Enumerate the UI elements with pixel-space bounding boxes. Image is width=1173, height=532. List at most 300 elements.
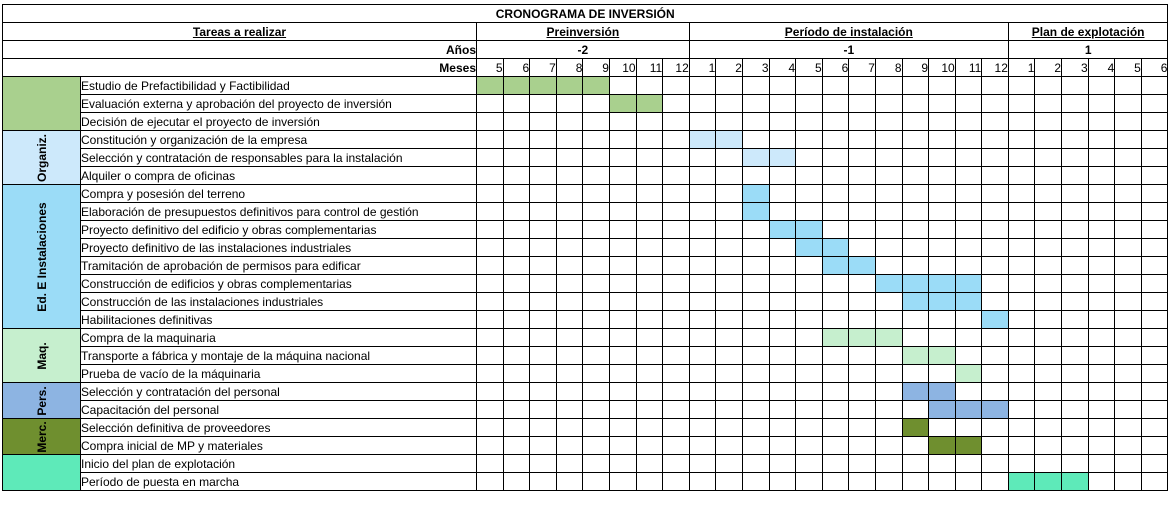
- schedule-cell: [609, 131, 636, 149]
- schedule-cell: [929, 149, 956, 167]
- schedule-cell: [955, 77, 982, 95]
- schedule-cell: [583, 347, 610, 365]
- schedule-cell: [955, 383, 982, 401]
- schedule-cell: [955, 257, 982, 275]
- schedule-cell: [1115, 77, 1142, 95]
- schedule-cell: [609, 149, 636, 167]
- schedule-cell: [982, 95, 1009, 113]
- schedule-bar-cell: [583, 77, 610, 95]
- schedule-cell: [796, 149, 823, 167]
- schedule-cell: [583, 401, 610, 419]
- schedule-cell: [769, 275, 796, 293]
- schedule-cell: [477, 203, 504, 221]
- schedule-cell: [689, 347, 716, 365]
- schedule-cell: [982, 221, 1009, 239]
- schedule-cell: [477, 293, 504, 311]
- schedule-cell: [1141, 437, 1168, 455]
- schedule-bar-cell: [477, 77, 504, 95]
- schedule-cell: [689, 167, 716, 185]
- schedule-bar-cell: [849, 257, 876, 275]
- schedule-cell: [929, 311, 956, 329]
- schedule-cell: [822, 203, 849, 221]
- schedule-cell: [902, 203, 929, 221]
- schedule-cell: [822, 149, 849, 167]
- schedule-cell: [1062, 437, 1089, 455]
- schedule-cell: [849, 437, 876, 455]
- month-header: 10: [609, 59, 636, 77]
- schedule-cell: [716, 329, 743, 347]
- schedule-cell: [1062, 149, 1089, 167]
- schedule-cell: [902, 149, 929, 167]
- task-name: Estudio de Prefactibilidad y Factibilidad: [81, 77, 477, 95]
- schedule-cell: [689, 437, 716, 455]
- schedule-cell: [929, 95, 956, 113]
- schedule-cell: [636, 149, 663, 167]
- period-header-row: [3, 23, 1168, 41]
- schedule-cell: [769, 437, 796, 455]
- schedule-cell: [1115, 239, 1142, 257]
- schedule-cell: [955, 221, 982, 239]
- month-header: 11: [636, 59, 663, 77]
- schedule-cell: [530, 311, 557, 329]
- schedule-cell: [902, 455, 929, 473]
- schedule-cell: [902, 437, 929, 455]
- schedule-cell: [1035, 365, 1062, 383]
- schedule-cell: [875, 203, 902, 221]
- schedule-cell: [1035, 185, 1062, 203]
- schedule-cell: [530, 185, 557, 203]
- schedule-cell: [477, 185, 504, 203]
- schedule-cell: [1141, 473, 1168, 491]
- schedule-cell: [982, 293, 1009, 311]
- schedule-cell: [796, 455, 823, 473]
- month-header: 5: [1115, 59, 1142, 77]
- schedule-cell: [1115, 473, 1142, 491]
- schedule-cell: [769, 419, 796, 437]
- schedule-cell: [716, 257, 743, 275]
- schedule-cell: [875, 293, 902, 311]
- schedule-cell: [849, 185, 876, 203]
- schedule-cell: [503, 257, 530, 275]
- schedule-cell: [982, 257, 1009, 275]
- schedule-cell: [929, 77, 956, 95]
- month-header: 5: [477, 59, 504, 77]
- schedule-cell: [556, 437, 583, 455]
- schedule-cell: [875, 167, 902, 185]
- schedule-cell: [477, 437, 504, 455]
- schedule-cell: [1088, 131, 1115, 149]
- schedule-cell: [1008, 401, 1035, 419]
- schedule-cell: [689, 149, 716, 167]
- month-header: 4: [769, 59, 796, 77]
- schedule-cell: [769, 293, 796, 311]
- schedule-cell: [1062, 365, 1089, 383]
- schedule-cell: [982, 455, 1009, 473]
- schedule-cell: [689, 113, 716, 131]
- schedule-cell: [1088, 275, 1115, 293]
- category-label: Pers.: [34, 385, 49, 416]
- schedule-cell: [1115, 221, 1142, 239]
- schedule-cell: [902, 239, 929, 257]
- schedule-cell: [716, 77, 743, 95]
- schedule-cell: [875, 257, 902, 275]
- schedule-cell: [503, 383, 530, 401]
- schedule-cell: [1062, 419, 1089, 437]
- schedule-cell: [503, 149, 530, 167]
- schedule-bar-cell: [716, 131, 743, 149]
- schedule-cell: [822, 185, 849, 203]
- schedule-cell: [982, 347, 1009, 365]
- schedule-cell: [1008, 95, 1035, 113]
- schedule-cell: [982, 131, 1009, 149]
- task-name: Selección y contratación de responsables para la instalación: [81, 149, 477, 167]
- schedule-cell: [716, 95, 743, 113]
- schedule-cell: [636, 221, 663, 239]
- task-row: [3, 167, 1168, 185]
- schedule-cell: [1088, 401, 1115, 419]
- schedule-cell: [609, 275, 636, 293]
- schedule-cell: [1088, 293, 1115, 311]
- schedule-cell: [530, 347, 557, 365]
- schedule-cell: [689, 293, 716, 311]
- month-header: 9: [902, 59, 929, 77]
- schedule-cell: [849, 293, 876, 311]
- schedule-cell: [583, 167, 610, 185]
- task-name: Alquiler o compra de oficinas: [81, 167, 477, 185]
- month-header: 1: [689, 59, 716, 77]
- schedule-cell: [875, 311, 902, 329]
- schedule-cell: [716, 311, 743, 329]
- schedule-cell: [955, 311, 982, 329]
- schedule-cell: [875, 419, 902, 437]
- schedule-cell: [822, 113, 849, 131]
- schedule-cell: [742, 419, 769, 437]
- schedule-cell: [663, 329, 690, 347]
- schedule-cell: [1062, 293, 1089, 311]
- schedule-bar-cell: [503, 77, 530, 95]
- schedule-cell: [1115, 329, 1142, 347]
- schedule-cell: [875, 77, 902, 95]
- schedule-bar-cell: [955, 293, 982, 311]
- schedule-cell: [769, 203, 796, 221]
- schedule-cell: [1115, 293, 1142, 311]
- period-header-3: Plan de explotación: [1008, 23, 1168, 41]
- schedule-cell: [503, 275, 530, 293]
- schedule-cell: [556, 131, 583, 149]
- period-header-1: Preinversión: [477, 23, 690, 41]
- schedule-cell: [609, 77, 636, 95]
- schedule-cell: [636, 257, 663, 275]
- schedule-cell: [929, 203, 956, 221]
- category-label: Merc.: [34, 420, 49, 453]
- schedule-cell: [902, 221, 929, 239]
- schedule-cell: [875, 473, 902, 491]
- schedule-cell: [556, 311, 583, 329]
- task-row: [3, 257, 1168, 275]
- schedule-cell: [796, 419, 823, 437]
- schedule-bar-cell: [929, 437, 956, 455]
- schedule-cell: [822, 365, 849, 383]
- schedule-cell: [1035, 239, 1062, 257]
- schedule-cell: [503, 185, 530, 203]
- schedule-cell: [1062, 95, 1089, 113]
- schedule-cell: [503, 365, 530, 383]
- schedule-cell: [716, 383, 743, 401]
- schedule-cell: [663, 185, 690, 203]
- schedule-cell: [875, 95, 902, 113]
- schedule-bar-cell: [902, 419, 929, 437]
- schedule-cell: [982, 77, 1009, 95]
- schedule-bar-cell: [796, 221, 823, 239]
- schedule-cell: [609, 365, 636, 383]
- schedule-cell: [477, 365, 504, 383]
- schedule-cell: [1008, 77, 1035, 95]
- schedule-cell: [1035, 419, 1062, 437]
- task-name: Habilitaciones definitivas: [81, 311, 477, 329]
- schedule-cell: [477, 401, 504, 419]
- schedule-bar-cell: [929, 275, 956, 293]
- year-value-2: -1: [689, 41, 1008, 59]
- schedule-cell: [716, 221, 743, 239]
- schedule-cell: [769, 239, 796, 257]
- month-header: 2: [1035, 59, 1062, 77]
- schedule-cell: [822, 347, 849, 365]
- schedule-cell: [530, 365, 557, 383]
- category-cell: [3, 329, 81, 383]
- schedule-cell: [556, 95, 583, 113]
- schedule-cell: [689, 473, 716, 491]
- schedule-cell: [822, 401, 849, 419]
- schedule-cell: [716, 347, 743, 365]
- task-name: Compra y posesión del terreno: [81, 185, 477, 203]
- schedule-cell: [1115, 185, 1142, 203]
- schedule-cell: [609, 473, 636, 491]
- schedule-cell: [796, 185, 823, 203]
- schedule-cell: [982, 239, 1009, 257]
- schedule-cell: [1008, 131, 1035, 149]
- schedule-bar-cell: [769, 221, 796, 239]
- schedule-cell: [1035, 455, 1062, 473]
- schedule-cell: [769, 167, 796, 185]
- schedule-cell: [849, 275, 876, 293]
- schedule-cell: [556, 221, 583, 239]
- schedule-cell: [822, 167, 849, 185]
- schedule-cell: [609, 347, 636, 365]
- task-row: [3, 383, 1168, 401]
- schedule-cell: [955, 149, 982, 167]
- schedule-cell: [902, 311, 929, 329]
- schedule-cell: [689, 383, 716, 401]
- task-name: Período de puesta en marcha: [81, 473, 477, 491]
- schedule-cell: [902, 77, 929, 95]
- schedule-cell: [689, 203, 716, 221]
- schedule-cell: [796, 77, 823, 95]
- schedule-cell: [503, 95, 530, 113]
- schedule-cell: [477, 419, 504, 437]
- month-header: 12: [982, 59, 1009, 77]
- schedule-cell: [769, 329, 796, 347]
- task-name: Evaluación externa y aprobación del proyecto de inversión: [81, 95, 477, 113]
- schedule-cell: [929, 473, 956, 491]
- schedule-cell: [1115, 131, 1142, 149]
- schedule-bar-cell: [1035, 473, 1062, 491]
- schedule-cell: [796, 311, 823, 329]
- schedule-cell: [556, 401, 583, 419]
- schedule-cell: [556, 185, 583, 203]
- schedule-cell: [742, 311, 769, 329]
- schedule-cell: [1035, 77, 1062, 95]
- schedule-cell: [556, 347, 583, 365]
- schedule-cell: [742, 131, 769, 149]
- schedule-cell: [583, 383, 610, 401]
- schedule-cell: [982, 185, 1009, 203]
- schedule-cell: [1035, 95, 1062, 113]
- schedule-cell: [1062, 329, 1089, 347]
- schedule-bar-cell: [955, 401, 982, 419]
- schedule-cell: [556, 473, 583, 491]
- schedule-cell: [1088, 311, 1115, 329]
- schedule-cell: [929, 221, 956, 239]
- schedule-cell: [1115, 401, 1142, 419]
- schedule-cell: [583, 455, 610, 473]
- schedule-cell: [477, 329, 504, 347]
- schedule-cell: [769, 131, 796, 149]
- task-row: [3, 203, 1168, 221]
- schedule-cell: [1141, 329, 1168, 347]
- task-row: [3, 95, 1168, 113]
- schedule-cell: [556, 167, 583, 185]
- schedule-cell: [822, 311, 849, 329]
- schedule-cell: [636, 293, 663, 311]
- schedule-bar-cell: [556, 77, 583, 95]
- schedule-bar-cell: [1062, 473, 1089, 491]
- task-row: [3, 239, 1168, 257]
- schedule-cell: [1008, 275, 1035, 293]
- schedule-bar-cell: [902, 347, 929, 365]
- schedule-cell: [530, 167, 557, 185]
- schedule-cell: [929, 239, 956, 257]
- schedule-cell: [503, 419, 530, 437]
- schedule-cell: [689, 95, 716, 113]
- schedule-cell: [1088, 437, 1115, 455]
- schedule-cell: [689, 275, 716, 293]
- schedule-cell: [929, 131, 956, 149]
- schedule-cell: [849, 221, 876, 239]
- schedule-cell: [982, 437, 1009, 455]
- schedule-cell: [902, 401, 929, 419]
- schedule-cell: [1062, 455, 1089, 473]
- schedule-cell: [477, 311, 504, 329]
- schedule-cell: [982, 167, 1009, 185]
- schedule-cell: [796, 329, 823, 347]
- schedule-cell: [1115, 257, 1142, 275]
- schedule-cell: [796, 257, 823, 275]
- schedule-cell: [902, 167, 929, 185]
- schedule-cell: [663, 77, 690, 95]
- schedule-cell: [1035, 131, 1062, 149]
- schedule-cell: [902, 329, 929, 347]
- schedule-cell: [982, 275, 1009, 293]
- schedule-cell: [663, 203, 690, 221]
- schedule-cell: [716, 185, 743, 203]
- category-label: Maq.: [34, 341, 49, 370]
- schedule-cell: [875, 437, 902, 455]
- schedule-cell: [822, 275, 849, 293]
- schedule-cell: [636, 347, 663, 365]
- schedule-cell: [769, 383, 796, 401]
- schedule-cell: [1088, 167, 1115, 185]
- schedule-cell: [1141, 401, 1168, 419]
- schedule-cell: [796, 401, 823, 419]
- schedule-cell: [742, 95, 769, 113]
- years-label: Años: [3, 41, 477, 59]
- schedule-bar-cell: [796, 239, 823, 257]
- schedule-cell: [1088, 383, 1115, 401]
- month-header: 10: [929, 59, 956, 77]
- schedule-cell: [477, 131, 504, 149]
- schedule-cell: [663, 221, 690, 239]
- task-name: Compra inicial de MP y materiales: [81, 437, 477, 455]
- schedule-cell: [636, 329, 663, 347]
- schedule-cell: [1062, 185, 1089, 203]
- schedule-cell: [796, 293, 823, 311]
- period-header-2: Período de instalación: [689, 23, 1008, 41]
- category-cell: [3, 185, 81, 329]
- task-name: Proyecto definitivo del edificio y obras complementarias: [81, 221, 477, 239]
- month-header: 7: [530, 59, 557, 77]
- schedule-cell: [503, 113, 530, 131]
- task-name: Construcción de las instalaciones industriales: [81, 293, 477, 311]
- schedule-cell: [929, 113, 956, 131]
- schedule-cell: [849, 455, 876, 473]
- schedule-cell: [609, 293, 636, 311]
- schedule-cell: [530, 221, 557, 239]
- schedule-cell: [1115, 149, 1142, 167]
- schedule-cell: [1141, 221, 1168, 239]
- schedule-cell: [716, 275, 743, 293]
- task-row: [3, 473, 1168, 491]
- schedule-cell: [1062, 113, 1089, 131]
- schedule-cell: [1141, 383, 1168, 401]
- schedule-cell: [1035, 311, 1062, 329]
- schedule-cell: [503, 437, 530, 455]
- schedule-cell: [530, 437, 557, 455]
- schedule-cell: [689, 185, 716, 203]
- schedule-cell: [742, 257, 769, 275]
- schedule-cell: [796, 437, 823, 455]
- years-row: [3, 41, 1168, 59]
- month-header: 12: [663, 59, 690, 77]
- schedule-cell: [556, 329, 583, 347]
- schedule-cell: [849, 401, 876, 419]
- schedule-cell: [796, 203, 823, 221]
- task-row: [3, 329, 1168, 347]
- schedule-cell: [663, 149, 690, 167]
- schedule-cell: [663, 455, 690, 473]
- schedule-cell: [929, 257, 956, 275]
- schedule-cell: [1115, 167, 1142, 185]
- schedule-cell: [1035, 383, 1062, 401]
- schedule-cell: [1115, 437, 1142, 455]
- schedule-cell: [1115, 311, 1142, 329]
- schedule-cell: [716, 239, 743, 257]
- schedule-cell: [742, 77, 769, 95]
- schedule-cell: [1141, 77, 1168, 95]
- schedule-cell: [849, 473, 876, 491]
- schedule-cell: [556, 365, 583, 383]
- schedule-cell: [769, 113, 796, 131]
- schedule-cell: [1115, 203, 1142, 221]
